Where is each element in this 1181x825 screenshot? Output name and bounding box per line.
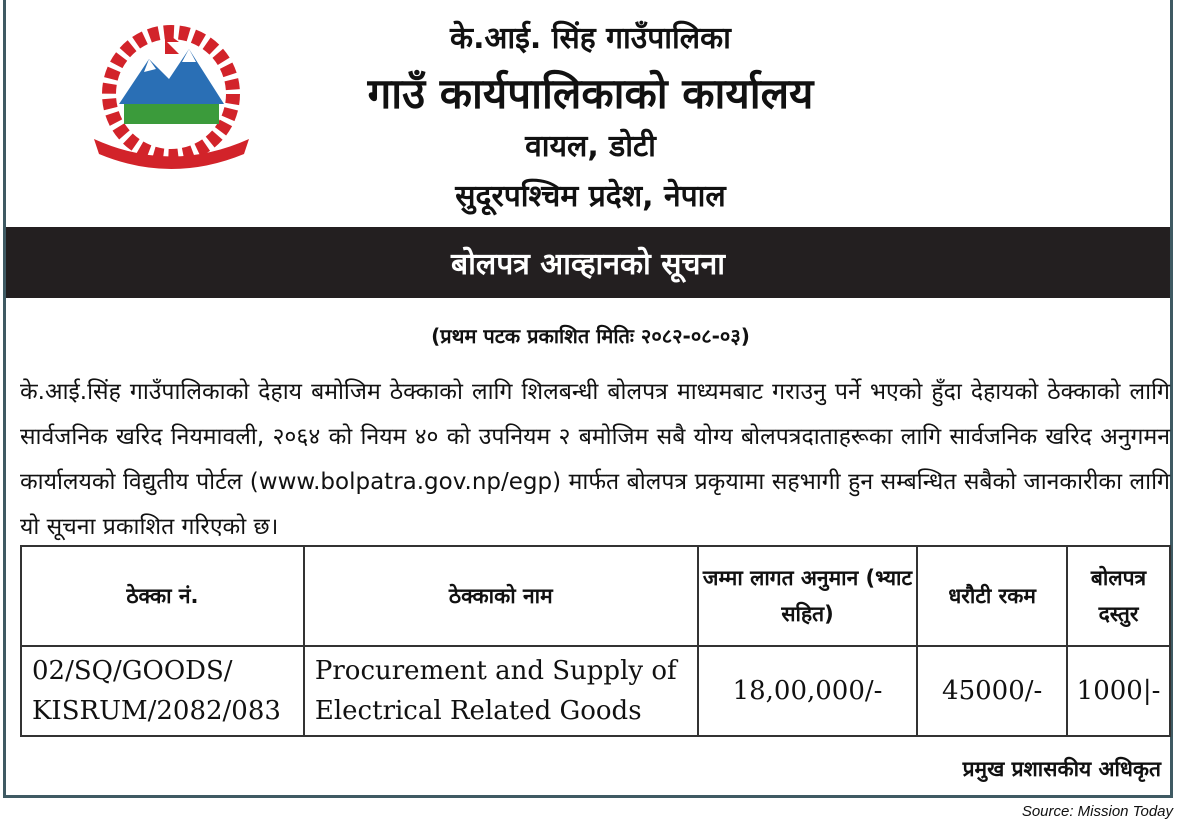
col-contract-no: ठेक्का नं. bbox=[21, 546, 304, 646]
notice-title: बोलपत्र आव्हानको सूचना bbox=[6, 227, 1170, 298]
col-bid-fee: बोलपत्र दस्तुर bbox=[1067, 546, 1170, 646]
municipality-name: के.आई. सिंह गाउँपालिका bbox=[450, 21, 731, 56]
contract-no: 02/SQ/GOODS/ KISRUM/2082/083 bbox=[21, 646, 304, 736]
col-contract-name: ठेक्काको नाम bbox=[304, 546, 698, 646]
cost-estimate: 18,00,000/- bbox=[698, 646, 918, 736]
signatory: प्रमुख प्रशासकीय अधिकृत bbox=[962, 757, 1161, 781]
tender-table bbox=[20, 545, 1171, 737]
location: वायल, डोटी bbox=[525, 129, 656, 164]
publish-date: (प्रथम पटक प्रकाशित मितिः २०८२-०८-०३) bbox=[431, 324, 750, 348]
col-cost-estimate: जम्मा लागत अनुमान (भ्याट सहित) bbox=[698, 546, 918, 646]
notice-body: के.आई.सिंह गाउँपालिकाको देहाय बमोजिम ठेक्काको लागि शिलबन्धी बोलपत्र माध्यमबाट गराउनु पर्ने भएको हुँदा देहायको ठेक्काको लागि सार्वजनिक खरिद नियमावली, २०६४ को नियम ४० को उपनियम २ बमोजिम सबै योग्य बोलपत्रदाताहरूका लागि सार्वजनिक खरिद अनुगमन कार्यालयको विद्युतीय पोर्टल (www.bolpatra.gov.np/egp) मार्फत बोलपत्र प्रकृयामा सहभागी हुन सम्बन्धित सबैको जानकारीका लागि यो सूचना प्रकाशित गरिएको छ। bbox=[20, 379, 1170, 540]
table-header-row bbox=[21, 546, 1170, 646]
province: सुदूरपश्चिम प्रदेश, नेपाल bbox=[455, 179, 726, 214]
table-row bbox=[21, 646, 1170, 736]
bid-fee: 1000|- bbox=[1067, 646, 1170, 736]
office-name: गाउँ कार्यपालिकाको कार्यालय bbox=[367, 69, 814, 118]
contract-name: Procurement and Supply of Electrical Related Goods bbox=[304, 646, 698, 736]
col-bid-security: धरौटी रकम bbox=[917, 546, 1067, 646]
bid-security: 45000/- bbox=[917, 646, 1067, 736]
source-credit: Source: Mission Today bbox=[1021, 803, 1173, 820]
